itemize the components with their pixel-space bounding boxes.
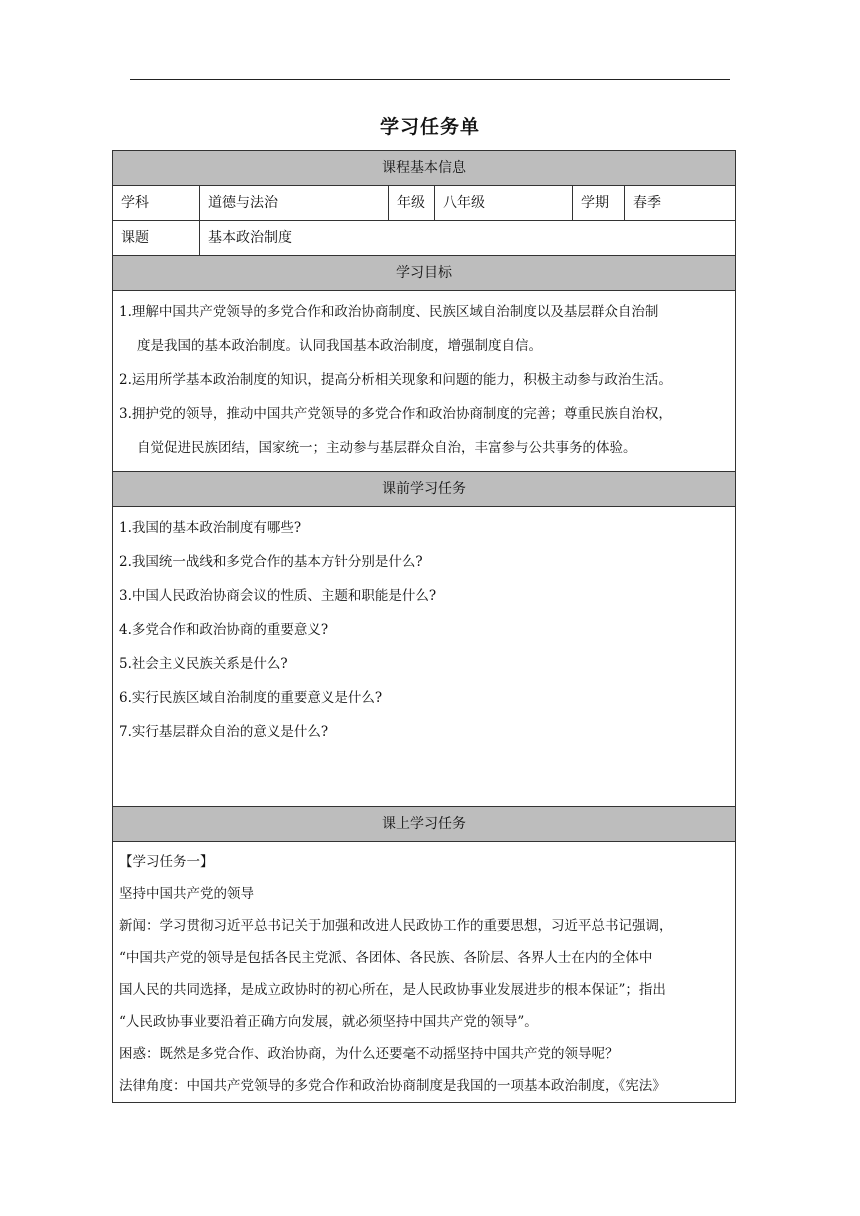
question-item: 6.实行民族区域自治制度的重要意义是什么? [119,690,383,706]
subject-value: 道德与法治 [199,186,388,220]
goals-list [113,291,735,472]
info-row-topic [113,221,735,256]
pre-class-questions [113,507,735,807]
section-header-goals: 学习目标 [113,256,735,291]
puzzle-line: 困惑：既然是多党合作、政治协商，为什么还要毫不动摇坚持中国共产党的领导呢？ [119,1046,619,1062]
task-subtitle: 坚持中国共产党的领导 [119,886,254,902]
goal-3-line-2: 自觉促进民族团结，国家统一；主动参与基层群众自治，丰富参与公共事务的体验。 [137,440,637,456]
section-header-basic-info: 课程基本信息 [113,151,735,186]
goal-2: 2.运用所学基本政治制度的知识，提高分析相关现象和问题的能力，积极主动参与政治生活。 [119,372,672,388]
goal-1-line-2: 度是我国的基本政治制度。认同我国基本政治制度，增强制度自信。 [137,338,542,354]
section-header-in-class: 课上学习任务 [113,807,735,842]
news-line-3: 国人民的共同选择，是成立政协时的初心所在，是人民政协事业发展进步的根本保证”；指出 [119,982,666,998]
subject-label: 学科 [121,195,149,211]
news-line-2: “中国共产党的领导是包括各民主党派、各团体、各民族、各阶层、各界人士在内的全体中 [119,950,653,966]
question-item: 7.实行基层群众自治的意义是什么? [119,724,329,740]
task-heading: 【学习任务一】 [119,854,214,870]
section-header-pre-class: 课前学习任务 [113,472,735,507]
header-rule [130,79,730,80]
grade-label: 年级 [388,186,434,220]
question-item: 4.多党合作和政治协商的重要意义? [119,622,329,638]
law-line: 法律角度：中国共产党领导的多党合作和政治协商制度是我国的一项基本政治制度，《宪法》 [119,1078,666,1094]
question-item: 2.我国统一战线和多党合作的基本方针分别是什么? [119,554,423,570]
info-row-subject [113,186,735,221]
term-value: 春季 [624,186,735,220]
topic-value: 基本政治制度 [199,221,735,255]
goal-3-line-1: 3.拥护党的领导，推动中国共产党领导的多党合作和政治协商制度的完善；尊重民族自治权， [119,406,672,422]
grade-value: 八年级 [434,186,572,220]
question-item: 5.社会主义民族关系是什么? [119,656,288,672]
in-class-task-body [113,842,735,1102]
question-item: 1.我国的基本政治制度有哪些? [119,520,302,536]
news-line-1: 新闻：学习贯彻习近平总书记关于加强和改进人民政协工作的重要思想，习近平总书记强调， [119,918,673,934]
goal-1-line-1: 1.理解中国共产党领导的多党合作和政治协商制度、民族区域自治制度以及基层群众自治制 [119,304,659,320]
question-item: 3.中国人民政治协商会议的性质、主题和职能是什么? [119,588,437,604]
news-line-4: “人民政协事业要沿着正确方向发展，就必须坚持中国共产党的领导”。 [119,1014,538,1030]
topic-label: 课题 [121,230,149,246]
term-label: 学期 [572,186,624,220]
task-sheet-table [112,150,736,1103]
document-title: 学习任务单 [379,116,480,138]
